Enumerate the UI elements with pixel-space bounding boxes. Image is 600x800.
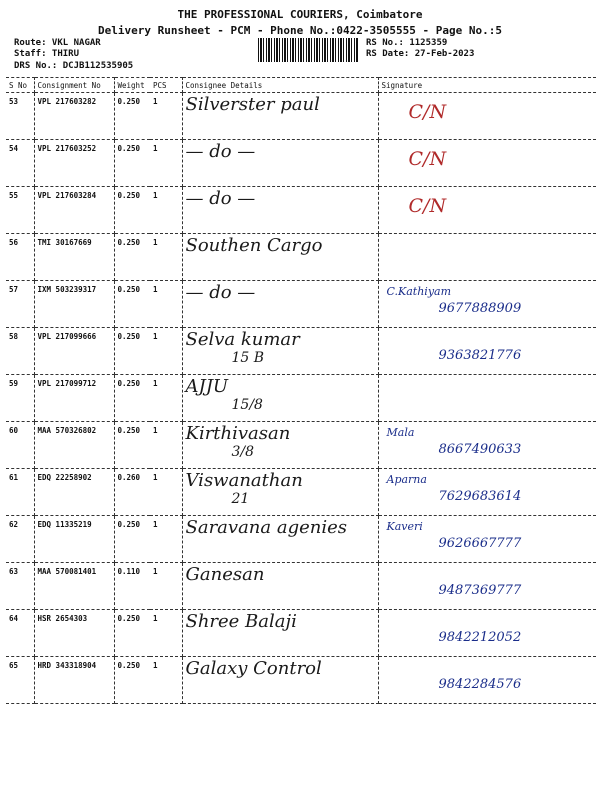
cell-sno: 59 — [6, 375, 34, 422]
phone-number: 9842212052 — [438, 630, 522, 645]
cell-consignment: VPL 217603284 — [34, 187, 114, 234]
cell-consignee — [182, 657, 378, 704]
consignee-door-no: 15/8 — [231, 397, 263, 413]
cell-weight: 0.250 — [114, 657, 150, 704]
table-row — [6, 422, 596, 469]
phone-number: 9677888909 — [438, 301, 522, 316]
cell-consignee — [182, 328, 378, 375]
cell-consignment: HRD 343318904 — [34, 657, 114, 704]
signature-text: Mala — [386, 426, 415, 439]
col-consignee: Consignee Details — [182, 78, 378, 93]
cell-weight: 0.250 — [114, 140, 150, 187]
cell-weight: 0.250 — [114, 328, 150, 375]
cell-signature — [378, 234, 596, 281]
table-row — [6, 187, 596, 234]
cell-weight: 0.250 — [114, 610, 150, 657]
consignee-name: Selva kumar — [185, 329, 300, 350]
col-weight: Weight — [114, 78, 150, 93]
cell-pcs: 1 — [150, 563, 182, 610]
cell-pcs: 1 — [150, 234, 182, 281]
cn-stamp: C/N — [408, 195, 447, 217]
cell-signature — [378, 187, 596, 234]
consignee-name: Viswanathan — [185, 470, 303, 491]
cell-consignment: VPL 217603282 — [34, 93, 114, 140]
table-row — [6, 234, 596, 281]
cell-consignee — [182, 422, 378, 469]
cell-consignment: VPL 217099666 — [34, 328, 114, 375]
cell-weight: 0.250 — [114, 187, 150, 234]
cell-pcs: 1 — [150, 140, 182, 187]
consignee-door-no: 15 B — [231, 350, 265, 366]
cell-pcs: 1 — [150, 469, 182, 516]
cell-weight: 0.250 — [114, 93, 150, 140]
consignee-name: — do — — [185, 188, 256, 209]
table-row — [6, 140, 596, 187]
cell-sno: 54 — [6, 140, 34, 187]
cell-pcs: 1 — [150, 187, 182, 234]
cell-signature — [378, 657, 596, 704]
route-label: Route: VKL NAGAR — [14, 38, 101, 48]
consignee-door-no: 3/8 — [231, 444, 255, 460]
cell-consignee — [182, 516, 378, 563]
table-row — [6, 328, 596, 375]
cell-weight: 0.260 — [114, 469, 150, 516]
phone-number: 9487369777 — [438, 583, 522, 598]
cell-consignment: TMI 30167669 — [34, 234, 114, 281]
cell-consignee — [182, 281, 378, 328]
cell-sno: 58 — [6, 328, 34, 375]
cell-sno: 63 — [6, 563, 34, 610]
phone-number: 9626667777 — [438, 536, 522, 551]
cell-pcs: 1 — [150, 93, 182, 140]
cell-pcs: 1 — [150, 281, 182, 328]
table-row — [6, 375, 596, 422]
col-sno: S No — [6, 78, 34, 93]
consignee-name: Shree Balaji — [185, 611, 297, 632]
table-row — [6, 610, 596, 657]
cell-consignee — [182, 234, 378, 281]
table-row — [6, 516, 596, 563]
col-pcs: PCS — [150, 78, 182, 93]
consignee-name: — do — — [185, 141, 256, 162]
cell-sno: 53 — [6, 93, 34, 140]
cell-weight: 0.250 — [114, 422, 150, 469]
cell-consignee — [182, 93, 378, 140]
table-row — [6, 469, 596, 516]
cell-weight: 0.250 — [114, 234, 150, 281]
cell-sno: 55 — [6, 187, 34, 234]
signature-text: Aparna — [386, 473, 427, 486]
cell-weight: 0.250 — [114, 516, 150, 563]
cell-sno: 60 — [6, 422, 34, 469]
cell-pcs: 1 — [150, 610, 182, 657]
col-consignment: Consignment No — [34, 78, 114, 93]
cell-pcs: 1 — [150, 375, 182, 422]
page-title: THE PROFESSIONAL COURIERS, Coimbatore — [177, 8, 423, 21]
cell-weight: 0.110 — [114, 563, 150, 610]
cell-consignee — [182, 187, 378, 234]
table-header-row — [6, 78, 596, 93]
cell-consignment: VPL 217603252 — [34, 140, 114, 187]
cell-signature — [378, 93, 596, 140]
cell-consignment: EDQ 11335219 — [34, 516, 114, 563]
phone-number: 7629683614 — [438, 489, 522, 504]
table-row — [6, 657, 596, 704]
consignee-name: Kirthivasan — [185, 423, 291, 444]
consignee-name: Galaxy Control — [185, 658, 322, 679]
table-row — [6, 281, 596, 328]
cell-sno: 65 — [6, 657, 34, 704]
consignee-name: Southen Cargo — [185, 235, 323, 256]
cell-signature — [378, 422, 596, 469]
cell-sno: 64 — [6, 610, 34, 657]
consignee-name: Silverster paul — [185, 94, 320, 115]
cell-consignment: MAA 570081401 — [34, 563, 114, 610]
phone-number: 8667490633 — [438, 442, 522, 457]
cell-pcs: 1 — [150, 328, 182, 375]
col-signature: Signature — [378, 78, 596, 93]
table-row — [6, 563, 596, 610]
cell-signature — [378, 563, 596, 610]
drs-number: DRS No.: DCJB112535905 — [14, 61, 134, 71]
consignee-name: AJJU — [185, 376, 229, 397]
cell-signature — [378, 469, 596, 516]
phone-number: 9363821776 — [438, 348, 522, 363]
cell-consignee — [182, 610, 378, 657]
cell-signature — [378, 328, 596, 375]
cell-consignment: EDQ 22258902 — [34, 469, 114, 516]
cell-consignment: MAA 570326802 — [34, 422, 114, 469]
runsheet-table — [6, 77, 596, 704]
cell-pcs: 1 — [150, 516, 182, 563]
cell-sno: 57 — [6, 281, 34, 328]
page-subtitle: Delivery Runsheet - PCM - Phone No.:0422-3505555 - Page No.:5 — [98, 24, 502, 37]
cn-stamp: C/N — [408, 101, 447, 123]
cell-signature — [378, 281, 596, 328]
cell-consignee — [182, 469, 378, 516]
consignee-name: Ganesan — [185, 564, 265, 585]
staff-label: Staff: THIRU — [14, 49, 80, 59]
consignee-name: — do — — [185, 282, 256, 303]
cell-weight: 0.250 — [114, 375, 150, 422]
cell-consignee — [182, 140, 378, 187]
cell-consignment: HSR 2654303 — [34, 610, 114, 657]
cn-stamp: C/N — [408, 148, 447, 170]
cell-signature — [378, 610, 596, 657]
cell-sno: 61 — [6, 469, 34, 516]
consignee-name: Saravana agenies — [185, 517, 347, 538]
cell-pcs: 1 — [150, 422, 182, 469]
cell-signature — [378, 140, 596, 187]
phone-number: 9842284576 — [438, 677, 522, 692]
table-row — [6, 93, 596, 140]
cell-consignment: VPL 217099712 — [34, 375, 114, 422]
cell-consignee — [182, 375, 378, 422]
barcode — [258, 38, 358, 62]
signature-text: C.Kathiyam — [386, 285, 452, 298]
cell-sno: 62 — [6, 516, 34, 563]
cell-signature — [378, 516, 596, 563]
signature-text: Kaveri — [386, 520, 423, 533]
rs-date: RS Date: 27-Feb-2023 — [366, 49, 475, 59]
cell-weight: 0.250 — [114, 281, 150, 328]
cell-signature — [378, 375, 596, 422]
cell-consignment: IXM 503239317 — [34, 281, 114, 328]
cell-pcs: 1 — [150, 657, 182, 704]
consignee-door-no: 21 — [231, 491, 250, 507]
rs-number: RS No.: 1125359 — [366, 38, 448, 48]
cell-consignee — [182, 563, 378, 610]
cell-sno: 56 — [6, 234, 34, 281]
